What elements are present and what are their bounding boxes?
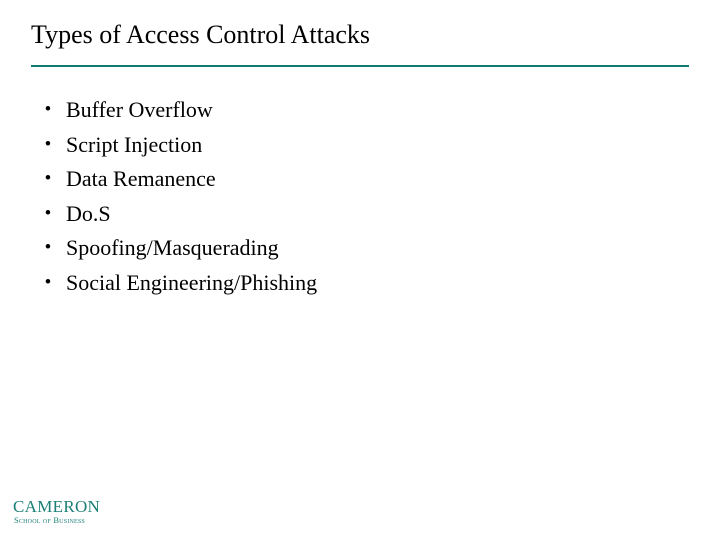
bullet-text: Script Injection	[66, 131, 203, 157]
bullet-icon: •	[44, 271, 52, 293]
bullet-text: Do.S	[66, 200, 111, 226]
bullet-icon: •	[44, 237, 52, 259]
logo-name: CAMERON	[13, 497, 101, 516]
bullet-icon: •	[44, 202, 52, 224]
bullet-text: Buffer Overflow	[66, 97, 213, 122]
bullet-icon: •	[44, 133, 52, 155]
bullet-text: Spoofing/Masquerading	[66, 235, 279, 261]
bullet-text: Data Remanence	[66, 166, 216, 192]
bullet-text: Social Engineering/Phishing	[66, 269, 318, 295]
bullet-icon: •	[44, 99, 52, 120]
title-divider	[31, 65, 689, 67]
logo-subtitle: School of Business	[14, 515, 85, 525]
bullet-icon: •	[44, 168, 52, 190]
cameron-logo	[13, 498, 103, 528]
slide-title: Types of Access Control Attacks	[31, 20, 371, 49]
